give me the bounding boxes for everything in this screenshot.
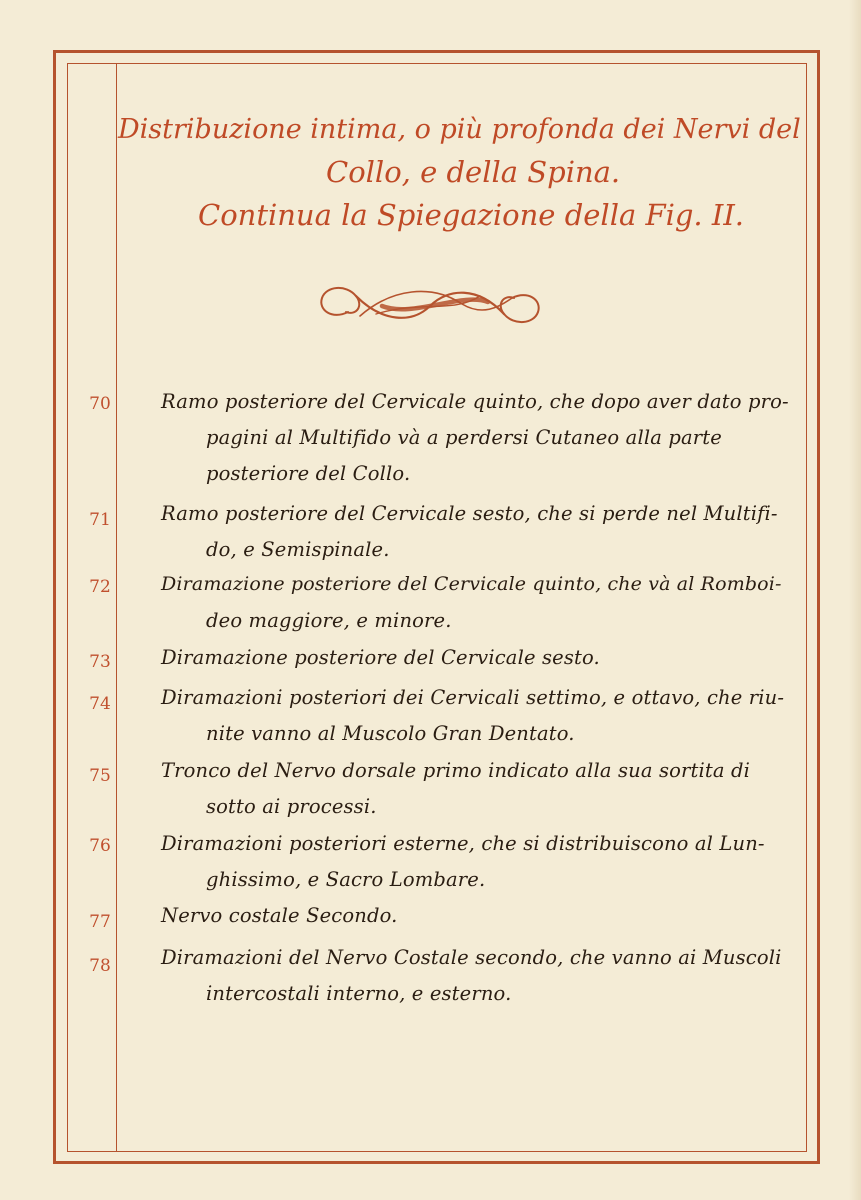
entry-number: 74 bbox=[89, 694, 111, 714]
entry-text-line: do, e Semispinale. bbox=[206, 538, 390, 561]
entry-number: 71 bbox=[89, 510, 111, 530]
entry-number: 78 bbox=[89, 956, 111, 976]
entry-number: 72 bbox=[89, 577, 111, 597]
entry-text-line: Diramazione posteriore del Cervicale quinto, che và al Romboi- bbox=[161, 573, 782, 595]
entry-text-line: Diramazioni posteriori esterne, che si distribuiscono al Lun- bbox=[161, 832, 765, 855]
title-line-2: Collo, e della Spina. bbox=[326, 155, 621, 189]
entry-number: 77 bbox=[89, 912, 111, 932]
entry-text-line: posteriore del Collo. bbox=[206, 462, 411, 485]
entry-text-line: Ramo posteriore del Cervicale sesto, che si perde nel Multifi- bbox=[161, 502, 778, 525]
entry-number: 73 bbox=[89, 652, 111, 672]
title-line-3: Continua la Spiegazione della Fig. II. bbox=[198, 198, 745, 232]
entry-text-line: pagini al Multifido và a perdersi Cutaneo alla parte bbox=[206, 426, 722, 449]
title-line-1: Distribuzione intima, o più profonda dei Nervi del bbox=[118, 114, 801, 145]
entry-text-line: Diramazione posteriore del Cervicale sesto. bbox=[161, 646, 600, 669]
entry-number: 70 bbox=[89, 394, 111, 414]
page-edge bbox=[849, 0, 861, 1200]
entry-text-line: Tronco del Nervo dorsale primo indicato alla sua sortita di bbox=[161, 759, 750, 782]
entry-text-line: deo maggiore, e minore. bbox=[206, 609, 452, 632]
entry-text-line: ghissimo, e Sacro Lombare. bbox=[206, 868, 486, 891]
margin-rule bbox=[116, 63, 117, 1152]
entry-text-line: Diramazioni del Nervo Costale secondo, che vanno ai Muscoli bbox=[161, 946, 782, 969]
entry-text-line: Nervo costale Secondo. bbox=[161, 904, 398, 927]
entry-text-line: sotto ai processi. bbox=[206, 795, 377, 818]
calligraphic-flourish-icon bbox=[312, 276, 548, 334]
entry-text-line: intercostali interno, e esterno. bbox=[206, 982, 512, 1005]
entry-number: 75 bbox=[89, 766, 111, 786]
entry-number: 76 bbox=[89, 836, 111, 856]
entry-text-line: Ramo posteriore del Cervicale quinto, che dopo aver dato pro- bbox=[161, 390, 789, 413]
entry-text-line: nite vanno al Muscolo Gran Dentato. bbox=[206, 722, 575, 745]
entry-text-line: Diramazioni posteriori dei Cervicali settimo, e ottavo, che riu- bbox=[161, 686, 785, 709]
